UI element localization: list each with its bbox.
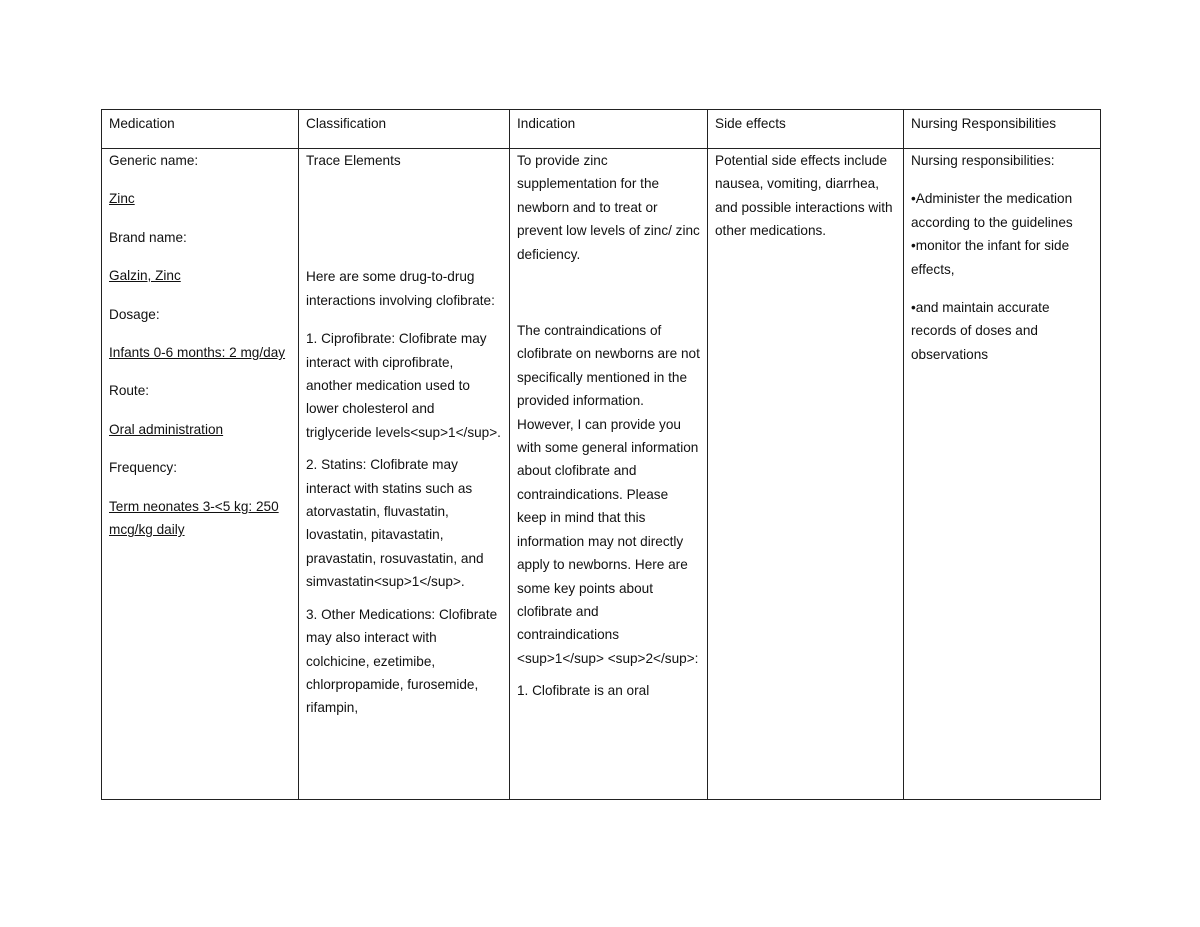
generic-name-value: Zinc bbox=[109, 191, 135, 207]
indication-purpose: To provide zinc supplementation for the newborn and to treat or prevent low levels of zinc/ zinc deficiency. bbox=[517, 153, 700, 262]
indication-cell bbox=[510, 149, 708, 800]
header-classification: Classification bbox=[299, 110, 510, 149]
dosage-label: Dosage: bbox=[109, 306, 160, 322]
interaction-item-2: 2. Statins: Clofibrate may interact with statins such as atorvastatin, fluvastatin, lovastatin, pitavastatin, pravastatin, rosuvastatin, and simvastatin<sup>1</sup>. bbox=[306, 457, 484, 590]
medication-table bbox=[101, 109, 1101, 800]
nursing-item-2: •and maintain accurate records of doses and observations bbox=[911, 300, 1050, 362]
header-medication: Medication bbox=[102, 110, 299, 149]
medication-row bbox=[102, 149, 1101, 800]
header-side-effects: Side effects bbox=[708, 110, 904, 149]
side-effects-cell bbox=[708, 149, 904, 800]
route-value: Oral administration bbox=[109, 421, 224, 437]
side-effects-text: Potential side effects include nausea, vomiting, diarrhea, and possible interactions with other medications. bbox=[715, 153, 893, 239]
nursing-item-1: •Administer the medication according to the guidelines •monitor the infant for side effects, bbox=[911, 191, 1073, 277]
medication-cell bbox=[102, 149, 299, 800]
classification-cell bbox=[299, 149, 510, 800]
generic-name-label: Generic name: bbox=[109, 153, 199, 168]
brand-name-value: Galzin, Zinc bbox=[109, 268, 181, 284]
interactions-intro: Here are some drug-to-drug interactions involving clofibrate: bbox=[306, 269, 495, 308]
route-label: Route: bbox=[109, 383, 150, 399]
nursing-heading: Nursing responsibilities: bbox=[911, 153, 1055, 168]
header-row bbox=[102, 110, 1101, 149]
header-indication: Indication bbox=[510, 110, 708, 149]
dosage-value: Infants 0-6 months: 2 mg/day bbox=[109, 345, 286, 361]
indication-point-1: 1. Clofibrate is an oral bbox=[517, 683, 650, 699]
header-nursing-responsibilities: Nursing Responsibilities bbox=[904, 110, 1101, 149]
frequency-value: Term neonates 3-<5 kg: 250 mcg/kg daily bbox=[109, 498, 279, 538]
classification-category: Trace Elements bbox=[306, 153, 401, 168]
brand-name-label: Brand name: bbox=[109, 229, 187, 245]
interaction-item-3: 3. Other Medications: Clofibrate may also interact with colchicine, ezetimibe, chlorpropamide, furosemide, rifampin, bbox=[306, 606, 498, 716]
indication-contraindications: The contraindications of clofibrate on newborns are not specifically mentioned in the provided information. However, I can provide you with some general information about clofibrate and contraindications. Please keep in mind that this information may not directly apply to newborns. Here are some key points about clofibrate and contraindications <sup>1</sup> <sup>2</sup>: bbox=[517, 323, 700, 666]
frequency-label: Frequency: bbox=[109, 460, 178, 476]
nursing-cell bbox=[904, 149, 1101, 800]
interaction-item-1: 1. Ciprofibrate: Clofibrate may interact with ciprofibrate, another medication used to lower cholesterol and triglyceride levels<sup>1</sup>. bbox=[306, 331, 501, 440]
